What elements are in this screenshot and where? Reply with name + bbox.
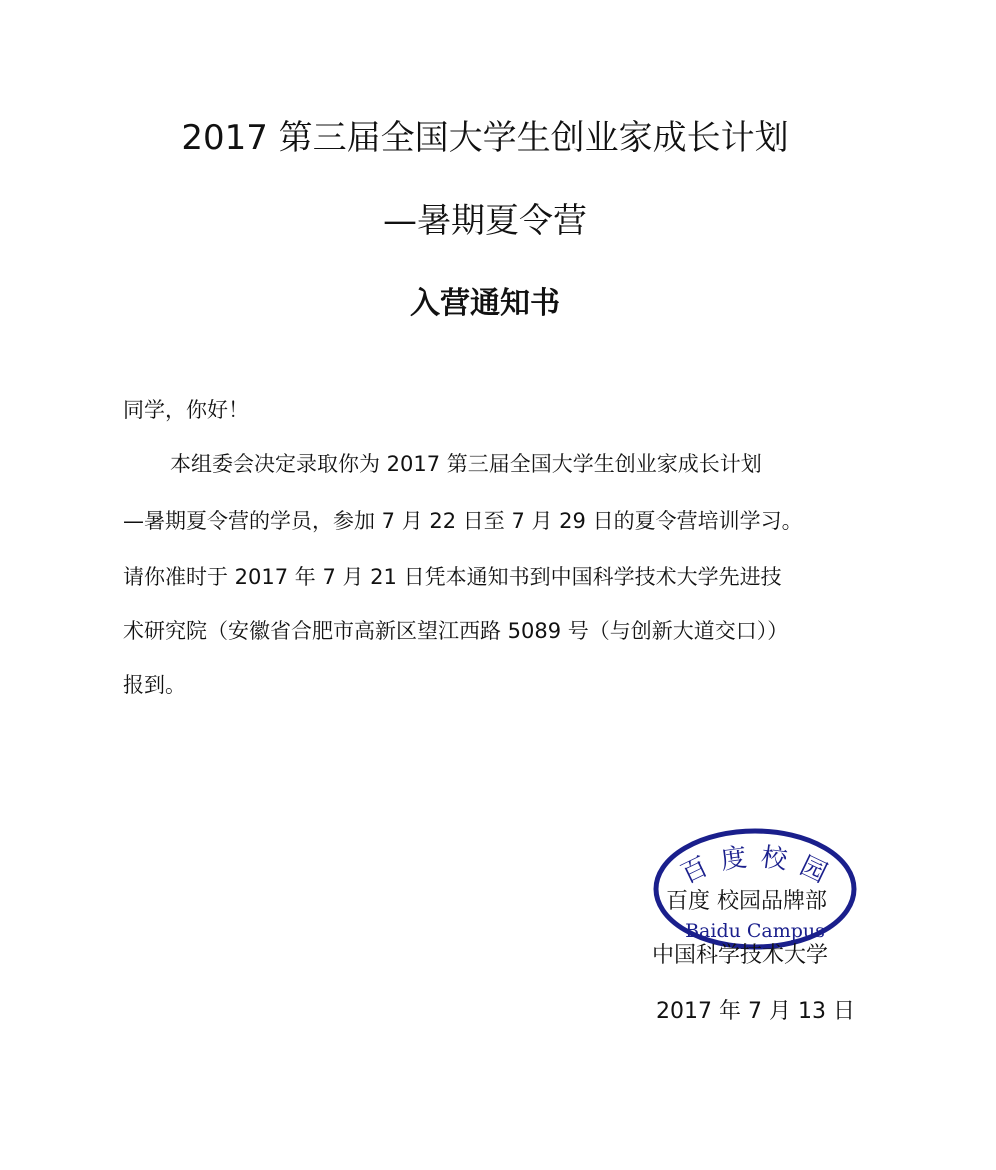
document-title: 2017 第三届全国大学生创业家成长计划: [181, 118, 789, 158]
notice-heading: 入营通知书: [410, 286, 560, 321]
paragraph-line: 本组委会决定录取你为 2017 第三届全国大学生创业家成长计划: [170, 452, 762, 476]
paragraph-line: 报到。: [123, 673, 186, 697]
stamp-top-text: 百 度 校 园: [676, 842, 834, 891]
document-subtitle: —暑期夏令营: [383, 201, 587, 241]
paragraph-line: 请你准时于 2017 年 7 月 21 日凭本通知书到中国科学技术大学先进技: [123, 565, 782, 589]
paragraph-line: 术研究院（安徽省合肥市高新区望江西路 5089 号（与创新大道交口））: [123, 619, 789, 643]
paragraph-line: —暑期夏令营的学员，参加 7 月 22 日至 7 月 29 日的夏令营培训学习。: [123, 509, 803, 533]
signature-date: 2017 年 7 月 13 日: [656, 999, 855, 1024]
stamp-bottom-text: Baidu Campus: [685, 920, 825, 942]
greeting: 同学，你好！: [123, 398, 249, 422]
signature-university: 中国科学技术大学: [652, 943, 829, 968]
signature-department: 百度 校园品牌部: [666, 889, 827, 914]
